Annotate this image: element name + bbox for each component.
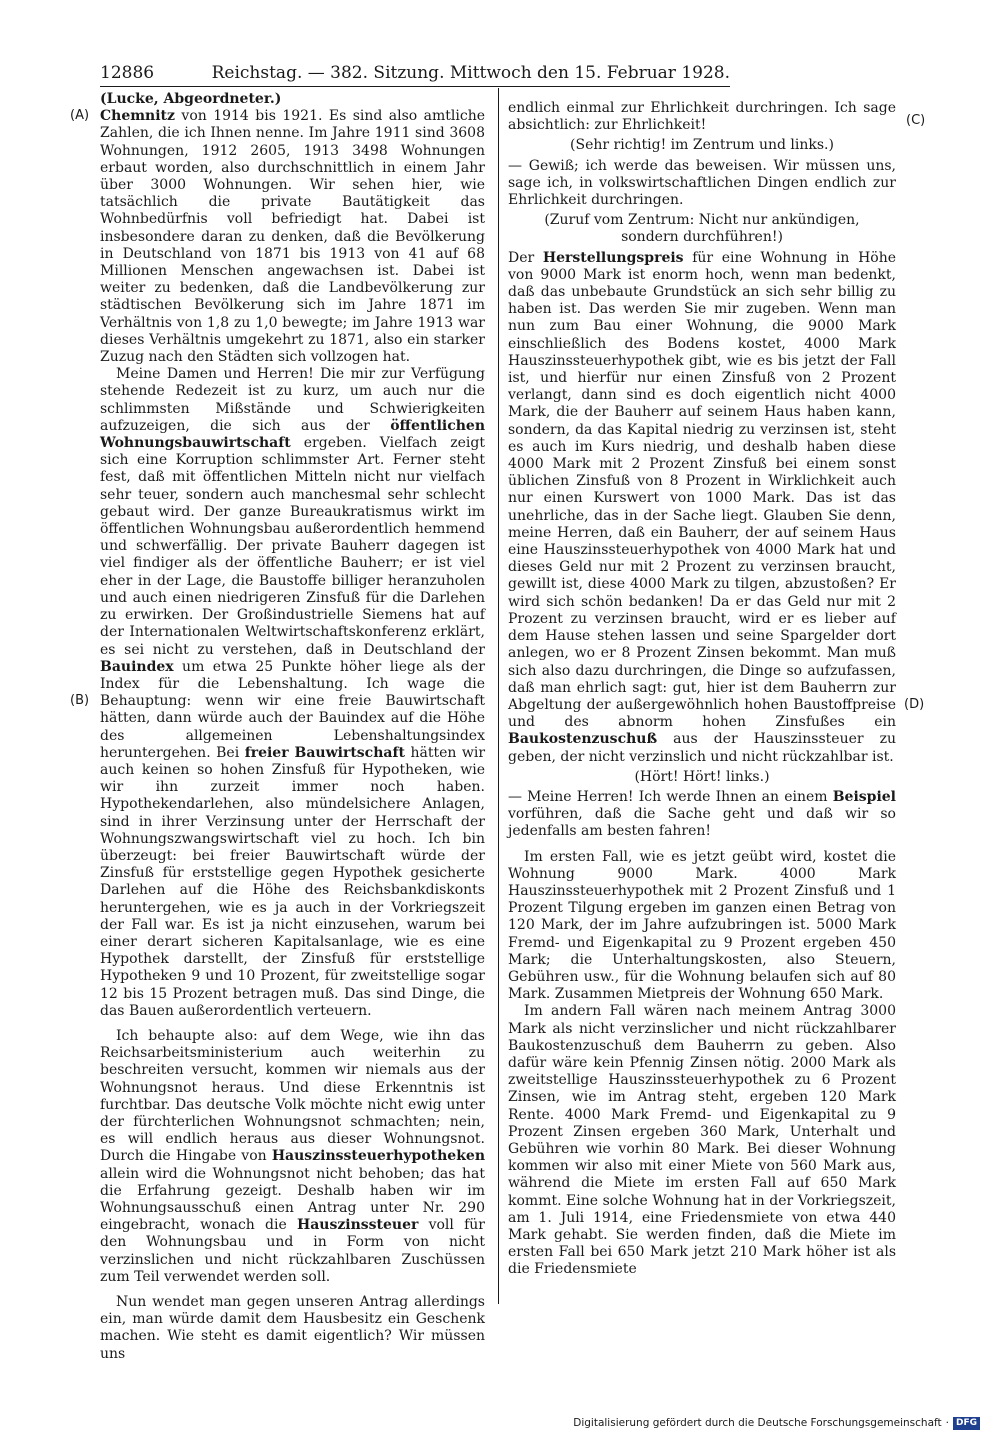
header-rule [100, 86, 730, 87]
emphasis: freier Bauwirtschaft [244, 744, 405, 761]
paragraph: — Meine Herren! Ich werde Ihnen an einem Beispiel vorführen, daß die Sache geht und daß wir so jedenfalls am besten fahren! [508, 788, 896, 840]
interjection: (Hört! Hört! links.) [634, 768, 770, 785]
interjection: (Zuruf vom Zentrum: Nicht nur ankündigen, [544, 212, 860, 229]
right-column [508, 100, 896, 1279]
paragraph: — Gewiß; ich werde das beweisen. Wir müssen uns, sage ich, in volkswirtschaftlichen Dingen endlich zur Ehrlichkeit durchringen. [508, 157, 896, 209]
paragraph: endlich einmal zur Ehrlichkeit durchringen. Ich sage absichtlich: zur Ehrlichkeit! [508, 100, 896, 134]
paragraph: Chemnitz von 1914 bis 1921. Es sind also amtliche Zahlen, die ich Ihnen nenne. Im Jahre 1911 sind 3608 Wohnungen, 1912 2605, 1913 3498 Wohnungen erbaut worden, also durchschnittlich in einem Jahr über 3000 Wohnungen. Wir sehen hier, wie tatsächlich die private Bautätigkeit das Wohnbedürfnis voll befriedigt hat. Dabei ist insbesondere daran zu denken, daß die Bevölkerung in Deutschland von 1871 bis 1913 von 41 auf 68 Millionen Menschen angewachsen ist. Dabei ist weiter zu bedenken, daß die Landbevölkerung zur städtischen Bevölkerung sich im Jahre 1871 im Verhältnis von 1,8 zu 1,0 bewegte; im Jahre 1913 war dieses Verhältnis umgekehrt zu 1871, also ein starker Zuzug nach den Städten sich vollzogen hat. [100, 108, 486, 366]
emphasis: Bauindex [100, 658, 174, 675]
emphasis: Beispiel [832, 788, 896, 805]
page-number: 12886 [100, 63, 155, 83]
interjection: sondern durchführen!) [621, 229, 783, 246]
running-title: Reichstag. — 382. Sitzung. Mittwoch den 15. Februar 1928. [211, 63, 730, 83]
emphasis: Hauszinssteuer [296, 1217, 419, 1234]
paragraph: Der Herstellungspreis für eine Wohnung in Höhe von 9000 Mark ist enorm hoch, wenn man bedenkt, daß das unbebaute Grundstück an sich sehr billig zu haben ist. Das werden Sie mir zugeben. Wenn man nun zum Bau einer Wohnung, die 9000 Mark einschließlich des Bodens kostet, 4000 Mark Hauszinssteuerhypothek gibt, wie es bis jetzt der Fall ist, und hierfür nur einen Zinsfuß von 2 Prozent verlangt, dann sind es doch eigentlich nicht 4000 Mark, die der Bauherr auf seinem Haus haben kann, sondern, da das Kapital niedrig zu verzinsen ist, steht es auch im Kurs niedrig, und deshalb haben diese 4000 Mark mit 2 Prozent Zinsfuß bei einem sonst üblichen Zinsfuß von 8 Prozent in Wirklichkeit auch nur einen Kurswert von 1000 Mark. Das ist das unehrliche, das in der Sache liegt. Glauben Sie denn, meine Herren, daß ein Bauherr, der auf seinem Haus eine Hauszinssteuerhypothek von 4000 Mark hat und dieses Geld nur mit 2 Prozent zu verzinsen braucht, gewillt ist, diese 4000 Mark zu tilgen, abzustoßen? Er wird sich schön bedanken! Da er das Geld nur mit 2 Prozent zu verzinsen braucht, wird er es lieber auf dem Hause stehen lassen und seine Spargelder dort anlegen, wo er 8 Prozent Zinsen bekommt. Man muß sich also dazu durchringen, die Dinge so aufzufassen, daß man ehrlich sagt: gut, hier ist dem Bauherrn zur Abgeltung der außergewöhnlich hohen Baustoffpreise und des abnorm hohen Zinsfußes ein Baukostenzuschuß aus der Hauszinssteuer zu geben, der nicht verzinslich und nicht rückzahlbar ist. [508, 249, 897, 765]
page-header [100, 60, 730, 86]
emphasis: öffentlichen Wohnungsbauwirtschaft [100, 417, 486, 452]
paragraph: Im andern Fall wären nach meinem Antrag 3000 Mark als nicht verzinslicher und nicht rückzahlbarer Baukostenzuschuß dem Bauherrn zu geben. Also dafür wäre kein Pfennig Zinsen nötig. 2000 Mark als zweitstellige Hauszinssteuerhypothek zu 6 Prozent Zinsen, wie im Antrag steht, ergeben 120 Mark Rente. 4000 Mark Fremd- und Eigenkapital zu 9 Prozent Zinsen ergeben 360 Mark, Unterhalt und Gebühren wie vorhin 80 Mark. Bei dieser Wohnung kommen wir also mit einer Miete von 560 Mark aus, während die Miete im ersten Fall auf 650 Mark kommt. Eine solche Wohnung hat in der Vorkriegszeit, am 1. Juli 1914, eine Friedensmiete von etwa 440 Mark gehabt. Sie werden finden, daß die Miete im ersten Fall bei 650 Mark jetzt 210 Mark höher ist als die Friedensmiete [508, 1003, 896, 1278]
margin-marker-a: (A) [70, 108, 90, 123]
emphasis: Baukostenzuschuß [508, 731, 658, 748]
margin-marker-b: (B) [70, 693, 90, 708]
paragraph: Im ersten Fall, wie es jetzt geübt wird, kostet die Wohnung 9000 Mark. 4000 Mark Hauszinssteuerhypothek mit 2 Prozent Zinsfuß und 1 Prozent Tilgung ergeben im ganzen einen Betrag von 120 Mark, der im Jahre aufzubringen ist. 5000 Mark Fremd- und Eigenkapital zu 9 Prozent ergeben 450 Mark; die Unterhaltungskosten, also Steuern, Gebühren usw., für die Wohnung belaufen sich auf 80 Mark. Zusammen Mietpreis der Wohnung 650 Mark. [508, 848, 896, 1003]
paragraph: Ich behaupte also: auf dem Wege, wie ihn das Reichsarbeitsministerium auch weiterhin zu beschreiten versucht, kommen wir niemals aus der Wohnungsnot heraus. Und diese Erkenntnis ist furchtbar. Das deutsche Volk möchte nicht ewig unter der fürchterlichen Wohnungsnot schmachten; nein, es will endlich heraus aus dieser Wohnungsnot. Durch die Hingabe von Hauszinssteuerhypotheken allein wird die Wohnungsnot nicht behoben; das hat die Erfahrung gezeigt. Deshalb haben wir im Wohnungsausschuß einen Antrag unter Nr. 290 eingebracht, wonach die Hauszinssteuer voll für den Wohnungsbau und in Form von nicht verzinslichen und nicht rückzahlbaren Zuschüssen zum Teil verwendet werden soll. [100, 1027, 485, 1285]
margin-marker-d: (D) [904, 697, 925, 712]
paragraph: Nun wendet man gegen unseren Antrag allerdings ein, man würde damit dem Hausbesitz ein Geschenk machen. Wie steht es damit eigentlich? Wir müssen uns [100, 1294, 485, 1362]
left-column [100, 91, 485, 1363]
interjection: (Sehr richtig! im Zentrum und links.) [570, 137, 834, 154]
speaker-attribution: (Lucke, Abgeordneter.) [100, 91, 282, 107]
paragraph: Meine Damen und Herren! Die mir zur Verfügung stehende Redezeit ist zu kurz, um auch nur die schlimmsten Mißstände und Schwierigkeiten aufzuzeigen, die sich aus der öffentlichen Wohnungsbauwirtschaft ergeben. Vielfach zeigt sich eine Korruption schlimmster Art. Ferner steht fest, daß mit öffentlichen Mitteln nicht nur vielfach sehr teuer, sondern auch manchesmal sehr schlecht gebaut wird. Der ganze Bureaukratismus wirkt im öffentlichen Wohnungsbau außerordentlich hemmend und schwerfällig. Der private Bauherr dagegen ist viel findiger als der öffentliche Bauherr; er ist viel eher in der Lage, die Baustoffe billiger heranzuholen und auch einen niedrigeren Zinsfuß für die Darlehen zu erwirken. Der Großindustrielle Siemens hat auf der Internationalen Weltwirtschaftskonferenz erklärt, es sei nicht zu verstehen, daß in Deutschland der Bauindex um etwa 25 Punkte höher liege als der Index für die Lebenshaltung. Ich wage die Behauptung: wenn wir eine freie Bauwirtschaft hätten, dann würde auch der Bauindex auf die Höhe des allgemeinen Lebenshaltungsindex heruntergehen. Bei freier Bauwirtschaft hätten wir auch keinen so hohen Zinsfuß für Hypotheken, wie wir ihn zurzeit immer noch haben. Hypothekendarlehen, also mündelsichere Anlagen, sind in ihrer Verzinsung unter der Herrschaft der Wohnungszwangswirtschaft viel zu hoch. Ich bin überzeugt: bei freier Bauwirtschaft würde der Zinsfuß für erststellige gegen Hypothek gesicherte Darlehen auf die Höhe des Reichsbankdiskonts heruntergehen, wie es ja auch in der Vorkriegszeit der Fall war. Es ist ja nicht einzusehen, warum bei einer derart sicheren Kapitalsanlage, wie es eine Hypothek darstellt, der Zinsfuß für erststellige Hypotheken 9 und 10 Prozent, für zweitstellige sogar 12 bis 15 Prozent betragen muß. Das sind Dinge, die das Bauen außerordentlich verteuern. [100, 366, 486, 1019]
credit-text: Digitalisierung gefördert durch die Deutsche Forschungsgemeinschaft [573, 1417, 942, 1429]
dfg-logo: DFG [953, 1417, 980, 1430]
emphasis: Herstellungspreis [542, 249, 684, 266]
emphasis: Chemnitz [100, 108, 175, 125]
emphasis: Hauszinssteuerhypotheken [271, 1148, 485, 1165]
margin-marker-c: (C) [906, 113, 926, 128]
column-divider [498, 88, 499, 1304]
funding-credit: Digitalisierung gefördert durch die Deutsche Forschungsgemeinschaft · DFG [573, 1416, 980, 1430]
